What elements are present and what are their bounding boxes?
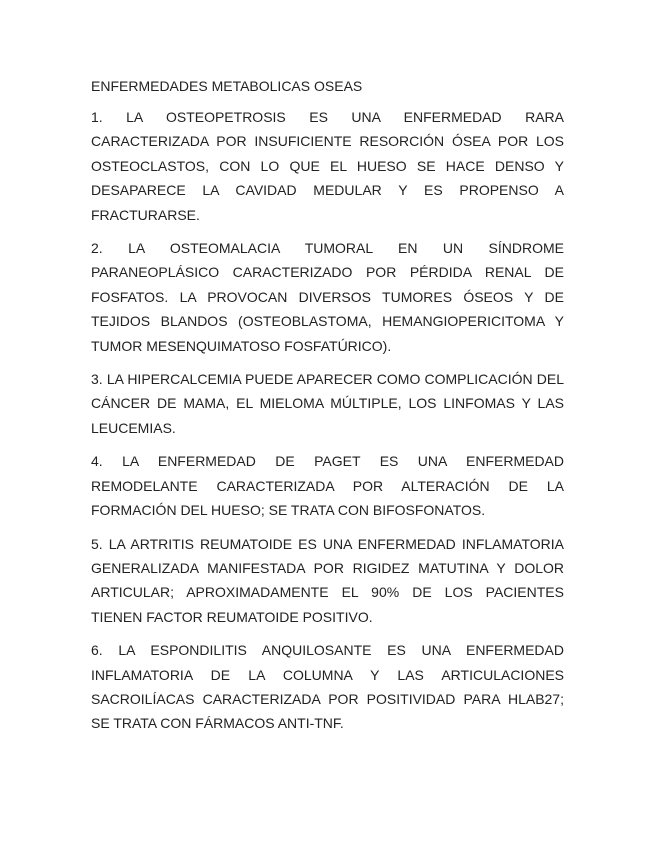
paragraph-paget: 4. LA ENFERMEDAD DE PAGET ES UNA ENFERMEDAD REMODELANTE CARACTERIZADA POR ALTERACIÓN DE LA FORMACIÓN DEL HUESO; SE TRATA CON BIFOSFONATOS. [91,453,564,519]
paragraph-artritis-reumatoide: 5. LA ARTRITIS REUMATOIDE ES UNA ENFERMEDAD INFLAMATORIA GENERALIZADA MANIFESTADA POR RIGIDEZ MATUTINA Y DOLOR ARTICULAR; APROXIMADAMENTE EL 90% DE LOS PACIENTES TIENEN FACTOR REUMATOIDE POSITIVO. [91,535,564,625]
paragraph-espondilitis: 6. LA ESPONDILITIS ANQUILOSANTE ES UNA ENFERMEDAD INFLAMATORIA DE LA COLUMNA Y LAS ARTICULACIONES SACROILÍACAS CARACTERIZADA POR POSITIVIDAD PARA HLAB27; SE TRATA CON FÁRMACOS ANTI-TNF. [91,642,564,732]
paragraph-hipercalcemia: 3. LA HIPERCALCEMIA PUEDE APARECER COMO COMPLICACIÓN DEL CÁNCER DE MAMA, EL MIELOMA MÚLTIPLE, LOS LINFOMAS Y LAS LEUCEMIAS. [91,371,564,436]
document-page [91,74,564,745]
paragraph-osteopetrosis: 1. LA OSTEOPETROSIS ES UNA ENFERMEDAD RARA CARACTERIZADA POR INSUFICIENTE RESORCIÓN ÓSEA POR LOS OSTEOCLASTOS, CON LO QUE EL HUESO SE HACE DENSO Y DESAPARECE LA CAVIDAD MEDULAR Y ES PROPENSO A FRACTURARSE. [91,109,564,223]
paragraph-osteomalacia: 2. LA OSTEOMALACIA TUMORAL EN UN SÍNDROME PARANEOPLÁSICO CARACTERIZADO POR PÉRDIDA RENAL DE FOSFATOS. LA PROVOCAN DIVERSOS TUMORES ÓSEOS Y DE TEJIDOS BLANDOS (OSTEOBLASTOMA, HEMANGIOPERICITOMA Y TUMOR MESENQUIMATOSO FOSFATÚRICO). [91,240,564,354]
document-title: ENFERMEDADES METABOLICAS OSEAS [91,78,363,94]
